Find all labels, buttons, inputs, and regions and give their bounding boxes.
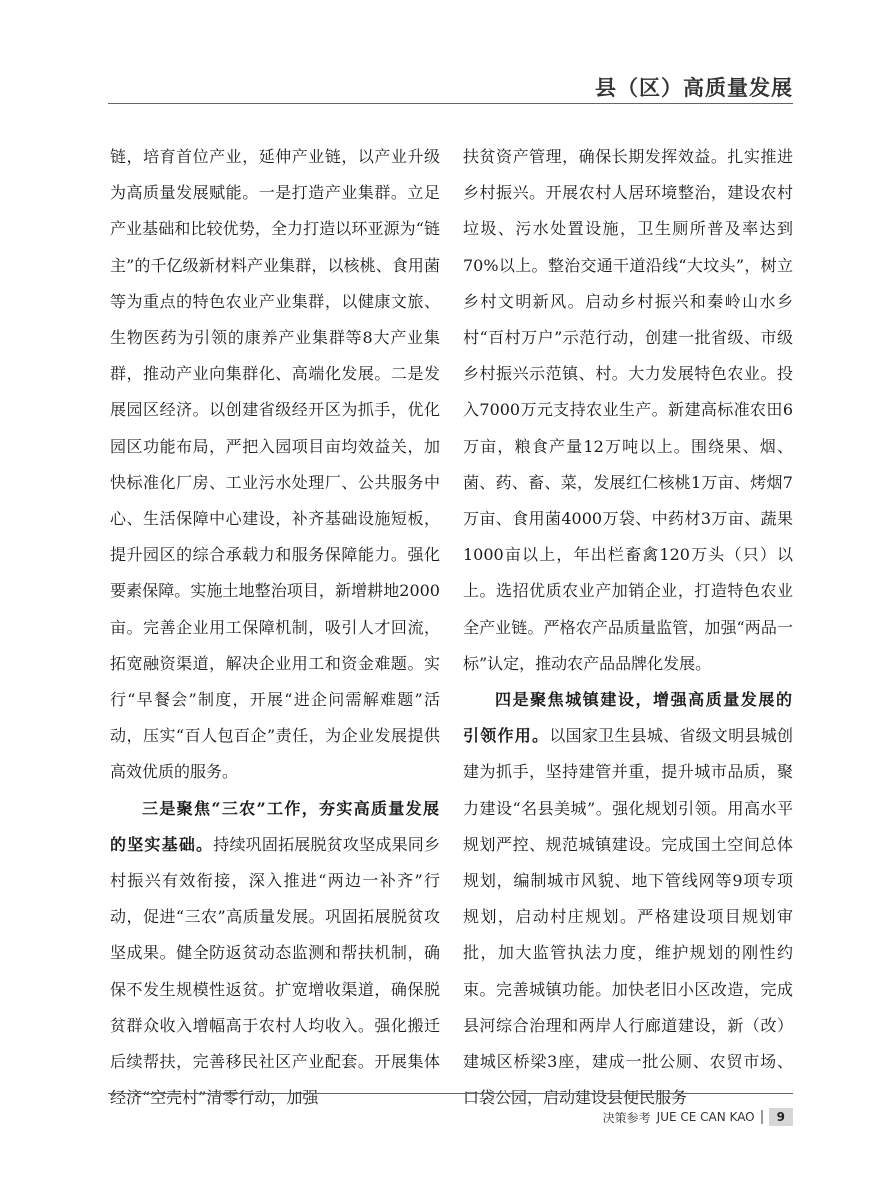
left-paragraph-2 (110, 791, 440, 1117)
right-paragraph-2 (463, 682, 793, 1116)
page-footer (603, 1107, 793, 1127)
journal-pinyin: JUE CE CAN KAO (656, 1110, 755, 1124)
right-column (463, 139, 793, 1116)
right-paragraph-1: 扶贫资产管理，确保长期发挥效益。扎实推进乡村振兴。开展农村人居环境整治，建设农村垃圾、污水处置设施，卫生厕所普及率达到70%以上。整治交通干道沿线“大坟头”，树立乡村文明新风。启动乡村振兴和秦岭山水乡村“百村万户”示范行动，创建一批省级、市级乡村振兴示范镇、村。大力发展特色农业。投入7000万元支持农业生产。新建高标准农田6万亩，粮食产量12万吨以上。围绕果、烟、菌、药、畜、菜，发展红仁核桃1万亩、烤烟7万亩、食用菌4000万袋、中药材3万亩、蔬果1000亩以上，年出栏畜禽120万头（只）以上。选招优质农业产加销企业，打造特色农业全产业链。严格农产品质量监管，加强“两品一标”认定，推动农产品品牌化发展。 (463, 147, 793, 673)
right-paragraph-2-heading: 四是聚焦城镇建设，增强高质量发展的引领作用。 (463, 690, 793, 746)
left-column (110, 139, 440, 1116)
header-divider (108, 103, 793, 104)
page-number: 9 (769, 1108, 793, 1126)
left-paragraph-2-body: 持续巩固拓展脱贫攻坚成果同乡村振兴有效衔接，深入推进“两边一补齐”行动，促进“三农”高质量发展。巩固拓展脱贫攻坚成果。健全防返贫动态监测和帮扶机制，确保不发生规模性返贫。扩宽增收渠道，确保脱贫群众收入增幅高于农村人均收入。强化搬迁后续帮扶，完善移民社区产业配套。开展集体经济“空壳村”清零行动，加强 (110, 834, 440, 1108)
left-paragraph-1: 链，培育首位产业，延伸产业链，以产业升级为高质量发展赋能。一是打造产业集群。立足产业基础和比较优势，全力打造以环亚源为“链主”的千亿级新材料产业集群，以核桃、食用菌等为重点的特色农业产业集群，以健康文旅、生物医药为引领的康养产业集群等8大产业集群，推动产业向集群化、高端化发展。二是发展园区经济。以创建省级经开区为抓手，优化园区功能布局，严把入园项目亩均效益关，加快标准化厂房、工业污水处理厂、公共服务中心、生活保障中心建设，补齐基础设施短板，提升园区的综合承载力和服务保障能力。强化要素保障。实施土地整治项目，新增耕地2000亩。完善企业用工保障机制，吸引人才回流，拓宽融资渠道，解决企业用工和资金难题。实行“早餐会”制度，开展“进企问需解难题”活动，压实“百人包百企”责任，为企业发展提供高效优质的服务。 (110, 147, 440, 782)
section-title: 县（区）高质量发展 (595, 76, 793, 100)
footer-divider (108, 1093, 793, 1094)
left-paragraph-2-heading: 三是聚焦“三农”工作，夯实高质量发展的坚实基础。 (110, 798, 440, 854)
footer-separator (761, 1110, 763, 1124)
right-paragraph-2-body: 以国家卫生县城、省级文明县城创建为抓手，坚持建管并重，提升城市品质，聚力建设“名县美城”。强化规划引领。用高水平规划严控、规范城镇建设。完成国土空间总体规划，编制城市风貌、地下管线网等9项专项规划，启动村庄规划。严格建设项目规划审批，加大监管执法力度，维护规划的刚性约束。完善城镇功能。加快老旧小区改造，完成县河综合治理和两岸人行廊道建设，新（改）建城区桥梁3座，建成一批公厕、农贸市场、口袋公园，启动建设县便民服务 (463, 726, 793, 1108)
journal-name: 决策参考 (602, 1110, 651, 1125)
